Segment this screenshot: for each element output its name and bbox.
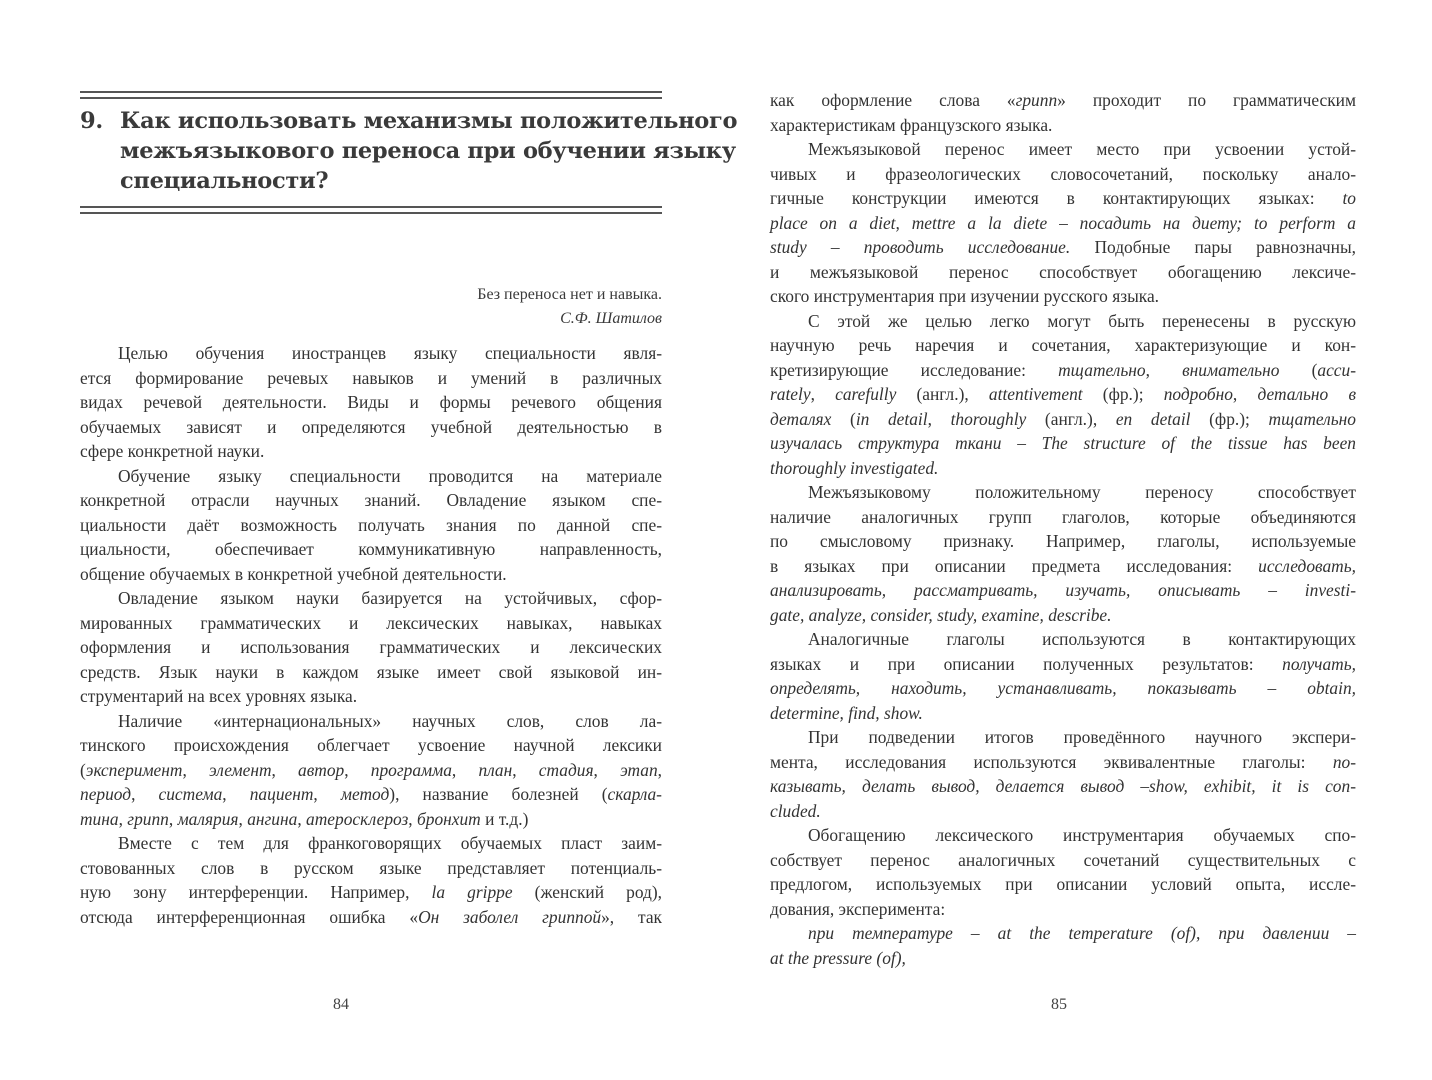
text-segment: Вместе с тем для франкоговорящих обучаемых пласт заим- bbox=[118, 833, 662, 853]
text-segment: С этой же целью легко могут быть перенесены в русскую bbox=[808, 310, 1356, 331]
epigraph-author: С.Ф. Шатилов bbox=[560, 310, 662, 327]
italic-text: тщательно bbox=[1268, 408, 1356, 429]
text-line bbox=[80, 856, 662, 881]
text-segment: , bbox=[118, 808, 128, 829]
italic-text: план bbox=[478, 759, 513, 780]
italic-text: малярия bbox=[177, 808, 239, 829]
text-segment: циальности даёт возможность получать знания по данной спе- bbox=[80, 514, 662, 535]
text-line bbox=[770, 211, 1356, 236]
text-segment: , bbox=[297, 808, 307, 829]
text-segment: (фр.); bbox=[1190, 408, 1269, 429]
text-line bbox=[770, 554, 1356, 579]
text-segment: циальности, обеспечивает коммуникативную направленность, bbox=[80, 539, 662, 559]
text-segment: отсюда интерференционная ошибка « bbox=[80, 906, 419, 927]
text-segment: , bbox=[657, 759, 663, 780]
italic-text: cluded. bbox=[770, 800, 821, 821]
text-line bbox=[80, 390, 662, 415]
text-line bbox=[770, 88, 1356, 113]
text-line bbox=[80, 537, 662, 562]
text-line bbox=[770, 162, 1356, 187]
text-segment: обучаемых зависят и определяются учебной деятельностью в bbox=[80, 416, 662, 437]
epigraph-quote: Без переноса нет и навыка. bbox=[477, 286, 662, 303]
italic-text: этап bbox=[620, 759, 658, 780]
italic-text: анализировать, рассматривать, изучать, описывать – investi- bbox=[770, 580, 1356, 600]
text-segment: , bbox=[168, 808, 178, 829]
text-line bbox=[770, 676, 1356, 701]
italic-text: en detail bbox=[1115, 408, 1191, 429]
text-line bbox=[770, 137, 1356, 162]
text-line bbox=[80, 513, 662, 538]
italic-text: gate, analyze, consider, study, examine, describe. bbox=[770, 604, 1112, 625]
italic-text: атеросклероз bbox=[306, 808, 409, 829]
text-line bbox=[80, 684, 662, 709]
text-segment: Обучение языку специальности проводится на материале bbox=[118, 465, 662, 486]
heading-line: специальности? bbox=[120, 168, 329, 194]
text-line bbox=[80, 709, 662, 734]
text-segment: ную зону интерференции. Например, bbox=[80, 882, 432, 902]
italic-text: стадия bbox=[538, 759, 594, 780]
chapter-heading bbox=[80, 106, 738, 196]
page-number: 84 bbox=[333, 996, 349, 1013]
text-segment: Межъязыковой перенос имеет место при усвоении устой- bbox=[808, 139, 1356, 159]
text-line bbox=[770, 113, 1356, 138]
italic-text: la gripре bbox=[431, 882, 513, 902]
text-segment: (англ.), bbox=[896, 384, 989, 404]
text-line bbox=[770, 627, 1356, 652]
italic-text: грипп bbox=[1015, 90, 1058, 110]
text-segment: (фр.); bbox=[1082, 384, 1164, 404]
text-segment: Наличие «интернациональных» научных слов, слов ла- bbox=[118, 710, 662, 731]
text-segment: , bbox=[271, 759, 299, 780]
italic-text: ангина bbox=[247, 808, 298, 829]
text-segment: сфере конкретной науки. bbox=[80, 441, 265, 461]
text-line bbox=[80, 880, 662, 905]
text-segment: средств. Язык науки в каждом языке имеет свой языковой ин- bbox=[80, 661, 662, 682]
text-segment: научную речь наречия и сочетания, характеризующие и кон- bbox=[770, 335, 1356, 355]
italic-text: тщательно bbox=[1058, 359, 1146, 380]
text-segment: оформления и использования грамматических и лексических bbox=[80, 637, 662, 657]
text-line bbox=[770, 725, 1356, 750]
text-line bbox=[80, 488, 662, 513]
text-segment: , bbox=[927, 408, 951, 429]
text-segment: ( bbox=[1279, 359, 1318, 380]
text-segment: кретизирующие исследование: bbox=[770, 359, 1059, 380]
heading-bottom-rule-1 bbox=[80, 206, 662, 208]
text-line bbox=[770, 333, 1356, 358]
text-segment: , bbox=[451, 759, 479, 780]
text-segment: , bbox=[1232, 384, 1258, 404]
chapter-number: 9. bbox=[80, 108, 103, 134]
italic-text: система bbox=[158, 784, 223, 804]
text-line bbox=[770, 897, 1356, 922]
text-segment: , bbox=[408, 808, 417, 829]
text-segment: и межъязыковой перенос способствует обогащению лексиче- bbox=[770, 261, 1356, 282]
text-line bbox=[770, 750, 1356, 775]
text-segment: струментарий на всех уровнях языка. bbox=[80, 686, 358, 706]
text-line bbox=[770, 921, 1356, 946]
italic-text: at the pressure (of), bbox=[770, 947, 906, 968]
epigraph bbox=[80, 283, 662, 331]
text-segment: Аналогичные глаголы используются в контактирующих bbox=[808, 629, 1356, 649]
italic-text: эксперимент bbox=[85, 759, 183, 780]
text-segment: языках и при описании полученных результатов: bbox=[770, 653, 1283, 674]
italic-text: программа bbox=[370, 759, 452, 780]
text-segment: конкретной отрасли научных знаний. Овладение языком спе- bbox=[80, 490, 662, 510]
italic-text: thoroughly bbox=[950, 408, 1027, 429]
italic-text: пациент bbox=[249, 784, 314, 804]
text-segment: мента, исследования используются эквивалентные глаголы: bbox=[770, 751, 1333, 772]
text-segment: », так bbox=[601, 906, 662, 927]
text-segment: видах речевой деятельности. Виды и формы речевого общения bbox=[80, 392, 662, 412]
text-segment: , bbox=[810, 384, 836, 404]
italic-text: получать, bbox=[1282, 653, 1356, 674]
right-body-text bbox=[770, 88, 1356, 970]
text-line bbox=[770, 186, 1356, 211]
text-line bbox=[770, 872, 1356, 897]
text-segment: наличие аналогичных групп глаголов, которые объединяются bbox=[770, 506, 1356, 527]
text-line bbox=[80, 660, 662, 685]
text-segment: Обогащению лексического инструментария обучаемых спо- bbox=[808, 825, 1356, 845]
text-segment: » проходит по грамматическим bbox=[1057, 90, 1356, 110]
italic-text: in detail bbox=[855, 408, 928, 429]
text-line bbox=[770, 529, 1356, 554]
text-line bbox=[80, 464, 662, 489]
text-segment: характеристикам французского языка. bbox=[770, 114, 1053, 135]
text-line bbox=[770, 774, 1356, 799]
text-line bbox=[770, 382, 1356, 407]
text-line bbox=[770, 701, 1356, 726]
text-segment: ется формирование речевых навыков и умений в различных bbox=[80, 367, 662, 388]
italic-text: метод bbox=[340, 784, 390, 804]
text-segment: и т.д.) bbox=[480, 808, 529, 829]
text-segment: , bbox=[238, 808, 248, 829]
text-segment: , bbox=[182, 759, 209, 780]
text-line bbox=[770, 848, 1356, 873]
italic-text: определять, находить, устанавливать, показывать – obtain, bbox=[770, 678, 1356, 698]
text-line bbox=[770, 260, 1356, 285]
text-segment: ( bbox=[80, 759, 86, 780]
heading-top-rule-2 bbox=[80, 97, 662, 99]
text-segment: ского инструментария при изучении русского языка. bbox=[770, 286, 1160, 306]
text-line bbox=[80, 905, 662, 930]
text-line bbox=[770, 235, 1356, 260]
text-segment: , bbox=[131, 784, 159, 804]
italic-text: carefully bbox=[835, 384, 897, 404]
heading-top-rule-1 bbox=[80, 91, 662, 93]
page-number: 85 bbox=[1051, 996, 1067, 1013]
text-line bbox=[80, 758, 662, 783]
text-segment: , bbox=[313, 784, 341, 804]
text-line bbox=[770, 799, 1356, 824]
italic-text: внимательно bbox=[1182, 359, 1280, 380]
text-line bbox=[770, 358, 1356, 383]
italic-text: деталях bbox=[770, 408, 832, 429]
text-line bbox=[770, 431, 1356, 456]
italic-text: грипп bbox=[127, 808, 169, 829]
text-segment: мированных грамматических и лексических навыках, навыках bbox=[80, 612, 662, 633]
italic-text: период bbox=[80, 784, 132, 804]
italic-text: accu- bbox=[1317, 359, 1356, 380]
text-line bbox=[770, 603, 1356, 628]
text-line bbox=[770, 480, 1356, 505]
text-line bbox=[80, 562, 662, 587]
italic-text: изучалась структура ткани – The structure of the tissue has been bbox=[770, 433, 1356, 453]
text-line bbox=[770, 505, 1356, 530]
text-line bbox=[770, 407, 1356, 432]
italic-text: to bbox=[1342, 188, 1356, 208]
text-segment: , bbox=[1145, 359, 1183, 380]
text-line bbox=[770, 946, 1356, 971]
italic-text: attentivement bbox=[988, 384, 1083, 404]
text-line bbox=[80, 807, 662, 832]
heading-bottom-rule-2 bbox=[80, 212, 662, 214]
text-segment: дования, эксперимента: bbox=[770, 898, 946, 919]
italic-text: автор bbox=[298, 759, 345, 780]
italic-text: determine, find, show. bbox=[770, 702, 923, 723]
text-segment: , bbox=[593, 759, 621, 780]
text-segment: собствует перенос аналогичных сочетаний существительных с bbox=[770, 849, 1356, 870]
italic-text: thoroughly investigated. bbox=[770, 457, 939, 478]
text-segment: , bbox=[222, 784, 250, 804]
text-segment: по смысловому признаку. Например, глаголы, используемые bbox=[770, 531, 1356, 551]
text-segment: как оформление слова « bbox=[770, 90, 1016, 110]
italic-text: тина bbox=[80, 808, 119, 829]
text-line bbox=[80, 439, 662, 464]
italic-text: подробно bbox=[1163, 384, 1233, 404]
text-line bbox=[770, 823, 1356, 848]
text-line bbox=[80, 831, 662, 856]
text-segment: стовованных слов в русском языке представляет потенциаль- bbox=[80, 857, 662, 878]
italic-text: Он заболел гриппой bbox=[418, 906, 602, 927]
italic-text: rately bbox=[770, 384, 811, 404]
italic-text: при температуре – at the temperature (of), при давлении – bbox=[808, 923, 1356, 943]
text-segment: Целью обучения иностранцев языку специальности явля- bbox=[118, 343, 662, 363]
text-line bbox=[770, 652, 1356, 677]
italic-text: детально в bbox=[1257, 384, 1356, 404]
text-line bbox=[80, 366, 662, 391]
text-segment: общение обучаемых в конкретной учебной деятельности. bbox=[80, 563, 507, 584]
text-segment: , bbox=[344, 759, 371, 780]
text-line bbox=[770, 309, 1356, 334]
text-segment: Межъязыковому положительному переносу способствует bbox=[808, 482, 1356, 502]
italic-text: казывать, делать вывод, делается вывод –show, exhibit, it is con- bbox=[770, 776, 1356, 796]
text-line bbox=[80, 611, 662, 636]
text-line bbox=[80, 635, 662, 660]
right-page bbox=[716, 0, 1432, 1080]
italic-text: исследовать, bbox=[1258, 555, 1356, 576]
text-line bbox=[80, 415, 662, 440]
text-line bbox=[80, 341, 662, 366]
text-segment: При подведении итогов проведённого научного экспери- bbox=[808, 727, 1356, 747]
italic-text: скарла- bbox=[607, 784, 662, 804]
text-segment: в языках при описании предмета исследования: bbox=[770, 555, 1259, 576]
text-segment: , bbox=[512, 759, 539, 780]
italic-text: place on a diet, mettre a la diete – посадить на диету; to perform a bbox=[770, 212, 1356, 233]
italic-text: по- bbox=[1332, 751, 1356, 772]
heading-line: Как использовать механизмы положительного bbox=[120, 108, 738, 134]
text-segment: чивых и фразеологических словосочетаний, поскольку анало- bbox=[770, 163, 1356, 184]
text-segment: предлогом, используемых при описании условий опыта, иссле- bbox=[770, 874, 1356, 894]
text-segment: (англ.), bbox=[1026, 408, 1116, 429]
left-body-text bbox=[80, 341, 662, 929]
italic-text: бронхит bbox=[417, 808, 481, 829]
text-line bbox=[80, 586, 662, 611]
text-segment: Подобные пары равнозначны, bbox=[1070, 237, 1356, 257]
text-line bbox=[770, 456, 1356, 481]
text-line bbox=[770, 578, 1356, 603]
italic-text: элемент bbox=[208, 759, 272, 780]
text-segment: Овладение языком науки базируется на устойчивых, сфор- bbox=[118, 588, 662, 608]
italic-text: study – проводить исследование. bbox=[770, 237, 1071, 257]
text-segment: тинского происхождения облегчает усвоение научной лексики bbox=[80, 735, 662, 755]
text-segment: ), название болезней ( bbox=[389, 784, 608, 804]
text-segment: (женский род), bbox=[512, 882, 663, 902]
text-segment: гичные конструкции имеются в контактирующих языках: bbox=[770, 188, 1343, 208]
text-line bbox=[80, 733, 662, 758]
text-line bbox=[770, 284, 1356, 309]
text-line bbox=[80, 782, 662, 807]
text-segment: ( bbox=[831, 408, 856, 429]
heading-line: межъязыкового переноса при обучении языку bbox=[120, 138, 736, 164]
